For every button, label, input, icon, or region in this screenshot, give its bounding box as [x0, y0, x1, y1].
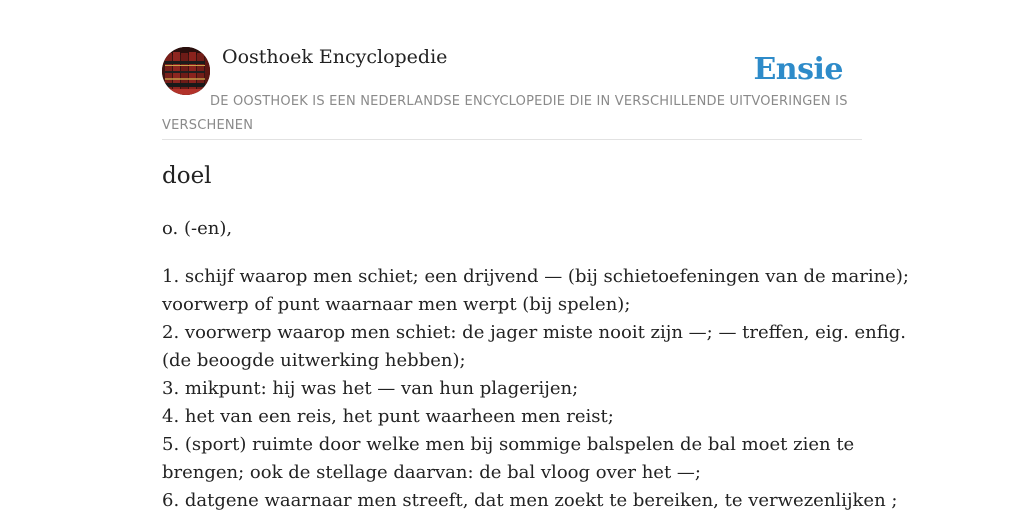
definition-line: brengen; ook de stellage daarvan: de bal vloog over het —;: [162, 462, 701, 483]
source-description: DE OOSTHOEK IS EEN NEDERLANDSE ENCYCLOPEDIE DIE IN VERSCHILLENDE UITVOERINGEN IS VERSCHENEN: [162, 94, 848, 133]
source-title[interactable]: Oosthoek Encyclopedie: [222, 46, 448, 68]
definition-line: 1. schijf waarop men schiet; een drijvend — (bij schietoefeningen van de marine);: [162, 266, 909, 287]
page-container: [162, 0, 909, 512]
ensie-logo[interactable]: Ensie: [753, 52, 843, 87]
definition-line: 6. datgene waarnaar men streeft, dat men zoekt te bereiken, te verwezenlijken ;: [162, 490, 898, 511]
definition-line: voorwerp of punt waarnaar men werpt (bij spelen);: [162, 294, 631, 315]
page-title: doel: [162, 163, 212, 189]
grammar-info: o. (-en),: [162, 218, 233, 239]
book-spines-icon: [162, 47, 210, 95]
source-header: [162, 0, 862, 140]
definition-line: 5. (sport) ruimte door welke men bij sommige balspelen de bal moet zien te: [162, 434, 855, 455]
source-avatar[interactable]: [162, 47, 210, 95]
definition-list: [162, 263, 909, 512]
definition-line: (de beoogde uitwerking hebben);: [162, 350, 466, 371]
definition-line: 3. mikpunt: hij was het — van hun plagerijen;: [162, 378, 579, 399]
definition-line: 2. voorwerp waarop men schiet: de jager miste nooit zijn —; — treffen, eig. enfig.: [162, 322, 907, 343]
definition-line: 4. het van een reis, het punt waarheen men reist;: [162, 406, 614, 427]
